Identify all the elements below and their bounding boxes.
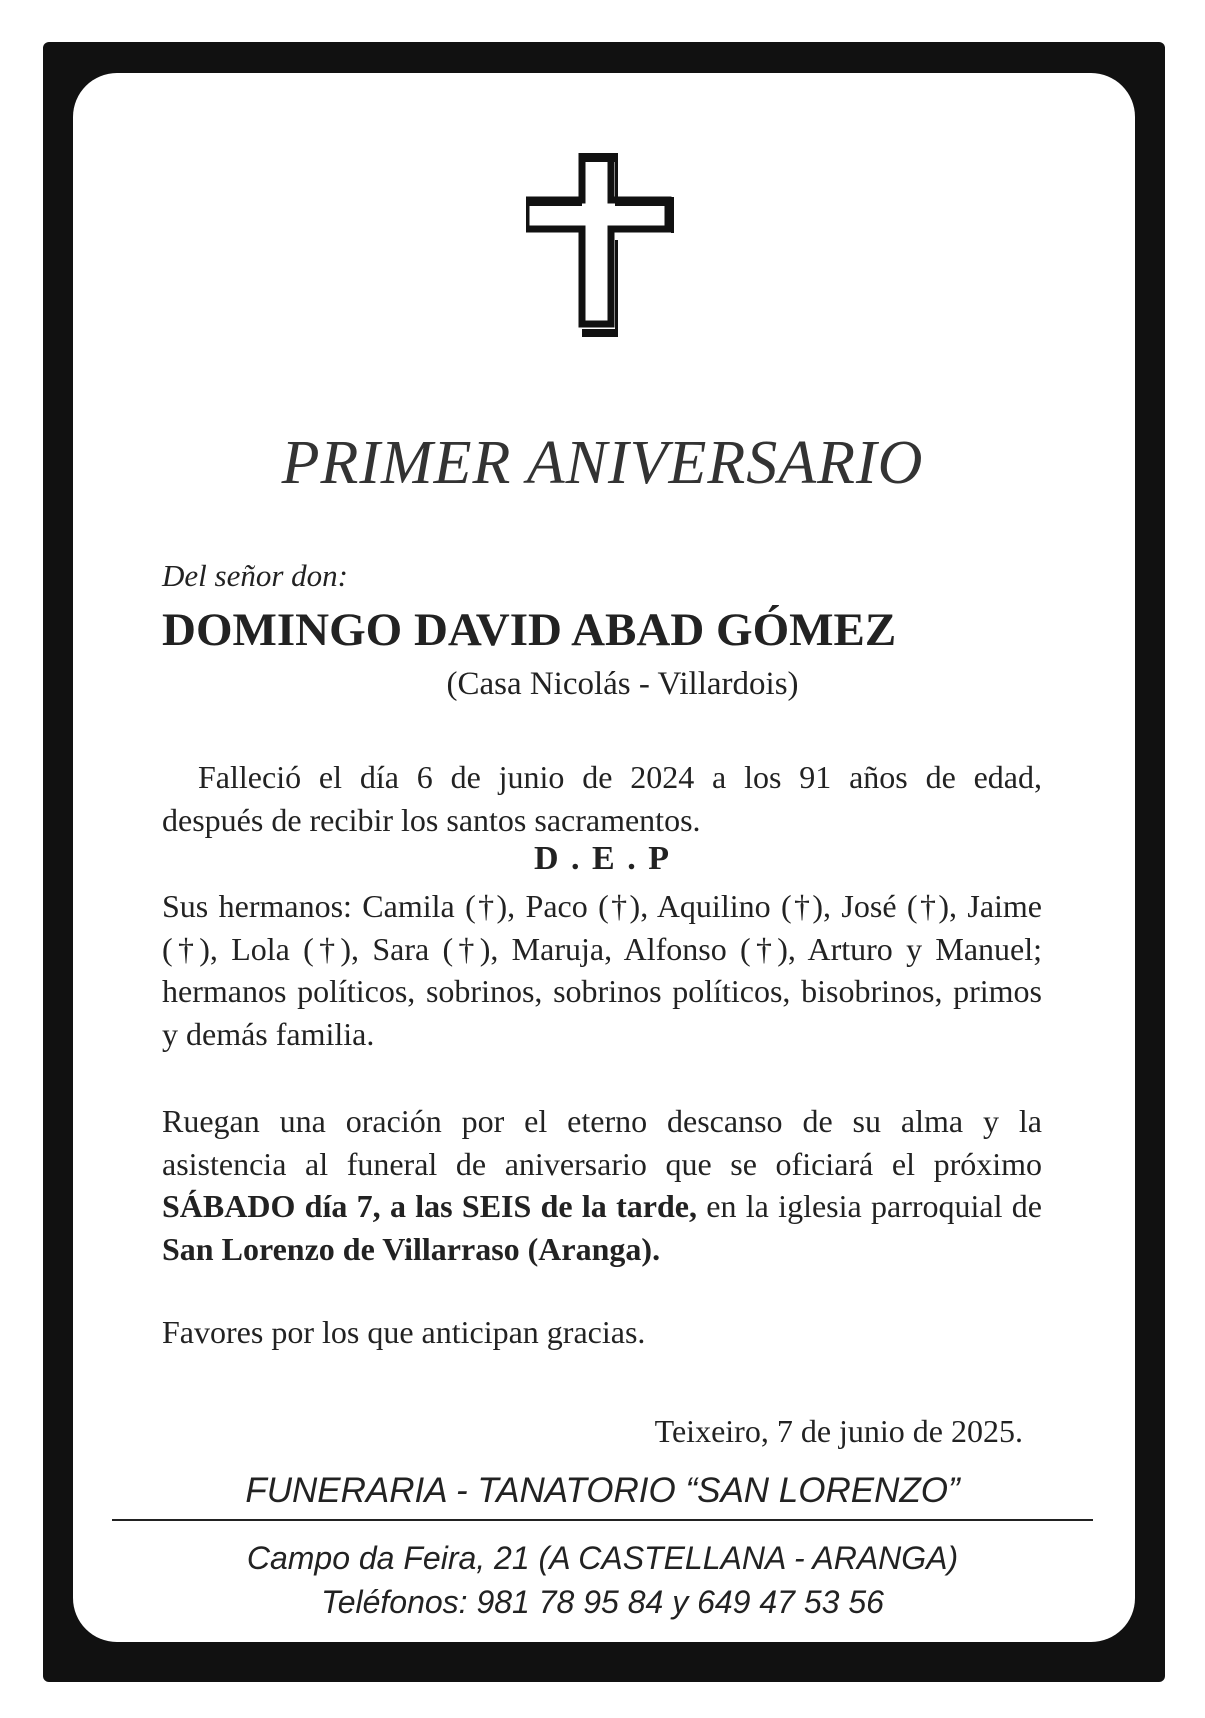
footer-divider (112, 1519, 1093, 1521)
funeral-home-address: Campo da Feira, 21 (A CASTELLANA - ARANGA) (246, 1540, 959, 1576)
request-text-1: Ruegan una oración por el eterno descanso de su alma y la asistencia al funeral de aniversario que se oficiará el próximo (162, 1103, 1042, 1182)
relatives-paragraph: Sus hermanos: Camila (†), Paco (†), Aquilino (†), José (†), Jaime (†), Lola (†), Sara (†), Maruja, Alfonso (†), Arturo y Manuel; hermanos políticos, sobrinos, sobrinos políticos, bisobrinos, primos y demás familia. (162, 888, 1042, 1052)
funeral-home-name: FUNERARIA - TANATORIO “SAN LORENZO” (245, 1471, 960, 1510)
dep-mark: D . E . P (534, 840, 671, 877)
cross-icon (526, 153, 674, 337)
death-line-1: Falleció el día 6 de junio de 2024 a los 91 años de edad, (198, 759, 1042, 795)
closing-line: Favores por los que anticipan gracias. (162, 1314, 646, 1350)
house-name: (Casa Nicolás - Villardois) (446, 666, 799, 702)
deceased-name: DOMINGO DAVID ABAD GÓMEZ (162, 604, 897, 656)
honorific-prefix: Del señor don: (162, 558, 348, 593)
request-text-2: en la iglesia parroquial de (696, 1188, 1043, 1224)
service-datetime: SÁBADO día 7, a las SEIS de la tarde, (162, 1188, 697, 1224)
funeral-home-phones: Teléfonos: 981 78 95 84 y 649 47 53 56 (321, 1584, 884, 1620)
funeral-request-paragraph (162, 1100, 1042, 1270)
notice-title: PRIMER ANIVERSARIO (281, 429, 924, 497)
church-name: San Lorenzo de Villarraso (Aranga). (162, 1230, 661, 1267)
death-info (162, 756, 1042, 841)
death-line-2: después de recibir los santos sacramentos. (162, 801, 701, 838)
place-and-date: Teixeiro, 7 de junio de 2025. (654, 1413, 1023, 1449)
